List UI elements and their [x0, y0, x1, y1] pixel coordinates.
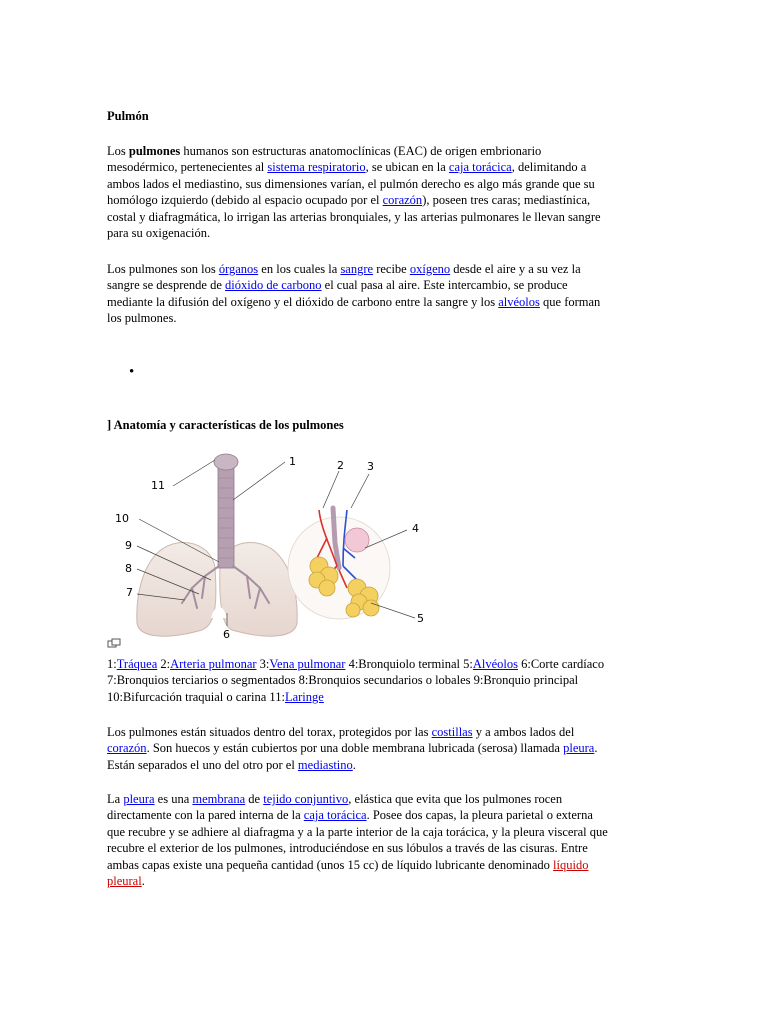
text: ambos lados el mediastino, sus dimensiones varían, el pulmón derecho es algo más grande que su	[107, 176, 595, 191]
text: para su oxigenación.	[107, 226, 211, 241]
text: Los pulmones están situados dentro del torax, protegidos por las	[107, 725, 432, 739]
figure-label-4: 4	[412, 522, 419, 535]
intro-paragraph	[107, 143, 601, 241]
text: recubre el exterior de los pulmones, introduciéndose en sus lóbulos a través de las cisuras. Entre	[107, 841, 588, 856]
section-heading: ] Anatomía y características de los pulmones	[107, 418, 344, 432]
figure-label-6: 6	[223, 628, 230, 641]
link-liquido-pleural[interactable]: líquido	[553, 857, 589, 872]
text: los pulmones.	[107, 311, 177, 326]
link-caja-toracica[interactable]: caja torácica	[448, 160, 512, 175]
link-sangre[interactable]: sangre	[340, 262, 374, 276]
text: , se ubican en la	[365, 160, 449, 175]
text: 2:	[157, 657, 171, 671]
text: en los cuales la	[258, 262, 341, 276]
figure-label-7: 7	[126, 586, 133, 599]
text: 10:Bifurcación traquial o carina 11:	[107, 689, 285, 704]
exchange-paragraph	[107, 261, 600, 327]
larynx	[214, 454, 238, 470]
link-caja-toracica-2[interactable]: caja torácica	[303, 808, 367, 823]
link-organos[interactable]: órganos	[218, 262, 259, 276]
text: Los	[107, 144, 129, 158]
text: desde el aire y a su vez la	[450, 262, 581, 276]
link-alveolos-caption[interactable]: Alvéolos	[472, 657, 518, 671]
enlarge-icon[interactable]	[107, 638, 121, 650]
link-arteria-pulmonar[interactable]: Arteria pulmonar	[170, 657, 257, 671]
link-pleura[interactable]: pleura	[563, 741, 595, 756]
figure-label-11: 11	[151, 479, 165, 492]
text: . Son huecos y están cubiertos por una doble membrana lubricada (serosa) llamada	[146, 741, 564, 756]
pleura-paragraph	[107, 791, 608, 889]
link-dioxido-de-carbono[interactable]: dióxido de carbono	[225, 278, 322, 293]
text: La	[107, 792, 124, 806]
link-pleura-2[interactable]: pleura	[123, 792, 155, 806]
figure-label-5: 5	[417, 612, 424, 625]
text: homólogo izquierdo (debido al espacio ocupado por el	[107, 193, 383, 208]
text: .	[352, 757, 356, 772]
text: 3:	[256, 657, 270, 671]
terminal-bronchiole-sac	[345, 528, 369, 552]
figure-label-8: 8	[125, 562, 132, 575]
link-vena-pulmonar[interactable]: Vena pulmonar	[269, 657, 346, 671]
text: que forman	[539, 294, 601, 309]
text: sangre se desprende de	[107, 278, 226, 293]
text: recibe	[373, 262, 410, 276]
trachea	[218, 463, 234, 568]
link-oxigeno[interactable]: oxígeno	[409, 262, 451, 276]
text: 7:Bronquios terciarios o segmentados 8:Bronquios secundarios o lobales 9:Bronquio principal	[107, 673, 579, 688]
text: Los pulmones son los	[107, 262, 219, 276]
text: directamente con la pared interna de la	[107, 808, 304, 823]
text: mediante la difusión del oxígeno y el dióxido de carbono entre la sangre y los	[107, 294, 499, 309]
link-membrana[interactable]: membrana	[192, 792, 246, 806]
text: . Posee dos capas, la pleura parietal o externa	[366, 808, 593, 823]
text: ), poseen tres caras; mediastínica,	[422, 193, 591, 208]
link-corazon-2[interactable]: corazón	[107, 741, 147, 756]
text: mesodérmico, pertenecientes al	[107, 160, 268, 175]
link-pleural[interactable]: pleural	[107, 874, 142, 889]
text: ambas capas existe una pequeña cantidad (unos 15 cc) de líquido lubricante denominado	[107, 857, 554, 872]
figure-label-9: 9	[125, 539, 132, 552]
text: es una	[154, 792, 193, 806]
figure-caption	[107, 656, 604, 705]
link-corazon[interactable]: corazón	[382, 193, 423, 208]
link-costillas[interactable]: costillas	[431, 725, 473, 739]
figure-label-2: 2	[337, 459, 344, 472]
link-mediastino[interactable]: mediastino	[297, 757, 353, 772]
text: 6:Corte cardíaco	[518, 657, 605, 671]
text: y a ambos lados del	[472, 725, 575, 739]
text: de	[245, 792, 264, 806]
bullet-point: •	[129, 364, 135, 380]
text: 1:	[107, 657, 117, 671]
text: .	[141, 874, 145, 889]
link-traquea[interactable]: Tráquea	[116, 657, 158, 671]
figure-label-10: 10	[115, 512, 129, 525]
link-tejido-conjuntivo[interactable]: tejido conjuntivo	[263, 792, 349, 806]
text: costal y diafragmática, lo irrigan las arterias bronquiales, y las arterias pulmonares le llevan sangre	[107, 209, 601, 224]
lung-anatomy-diagram	[107, 448, 447, 648]
link-laringe[interactable]: Laringe	[284, 689, 324, 704]
figure-label-3: 3	[367, 460, 374, 473]
link-sistema-respiratorio[interactable]: sistema respiratorio	[267, 160, 366, 175]
link-alveolos[interactable]: alvéolos	[498, 294, 540, 309]
text: humanos son estructuras anatomoclínicas (EAC) de origen embrionario	[180, 144, 542, 158]
figure-label-1: 1	[289, 455, 296, 468]
text: que recubre y se adhiere al diafragma y a la parte interior de la caja torácica, y la pleura visceral que	[107, 824, 608, 839]
page-title: Pulmón	[107, 109, 149, 123]
text: , elástica que evita que los pulmones rocen	[348, 792, 563, 806]
text: el cual pasa al aire. Este intercambio, se produce	[321, 278, 568, 293]
bold-term: pulmones	[128, 144, 181, 158]
text: .	[594, 741, 598, 756]
text: Están separados el uno del otro por el	[107, 757, 298, 772]
text: , delimitando a	[511, 160, 587, 175]
location-paragraph	[107, 724, 597, 773]
text: 4:Bronquiolo terminal 5:	[345, 657, 473, 671]
